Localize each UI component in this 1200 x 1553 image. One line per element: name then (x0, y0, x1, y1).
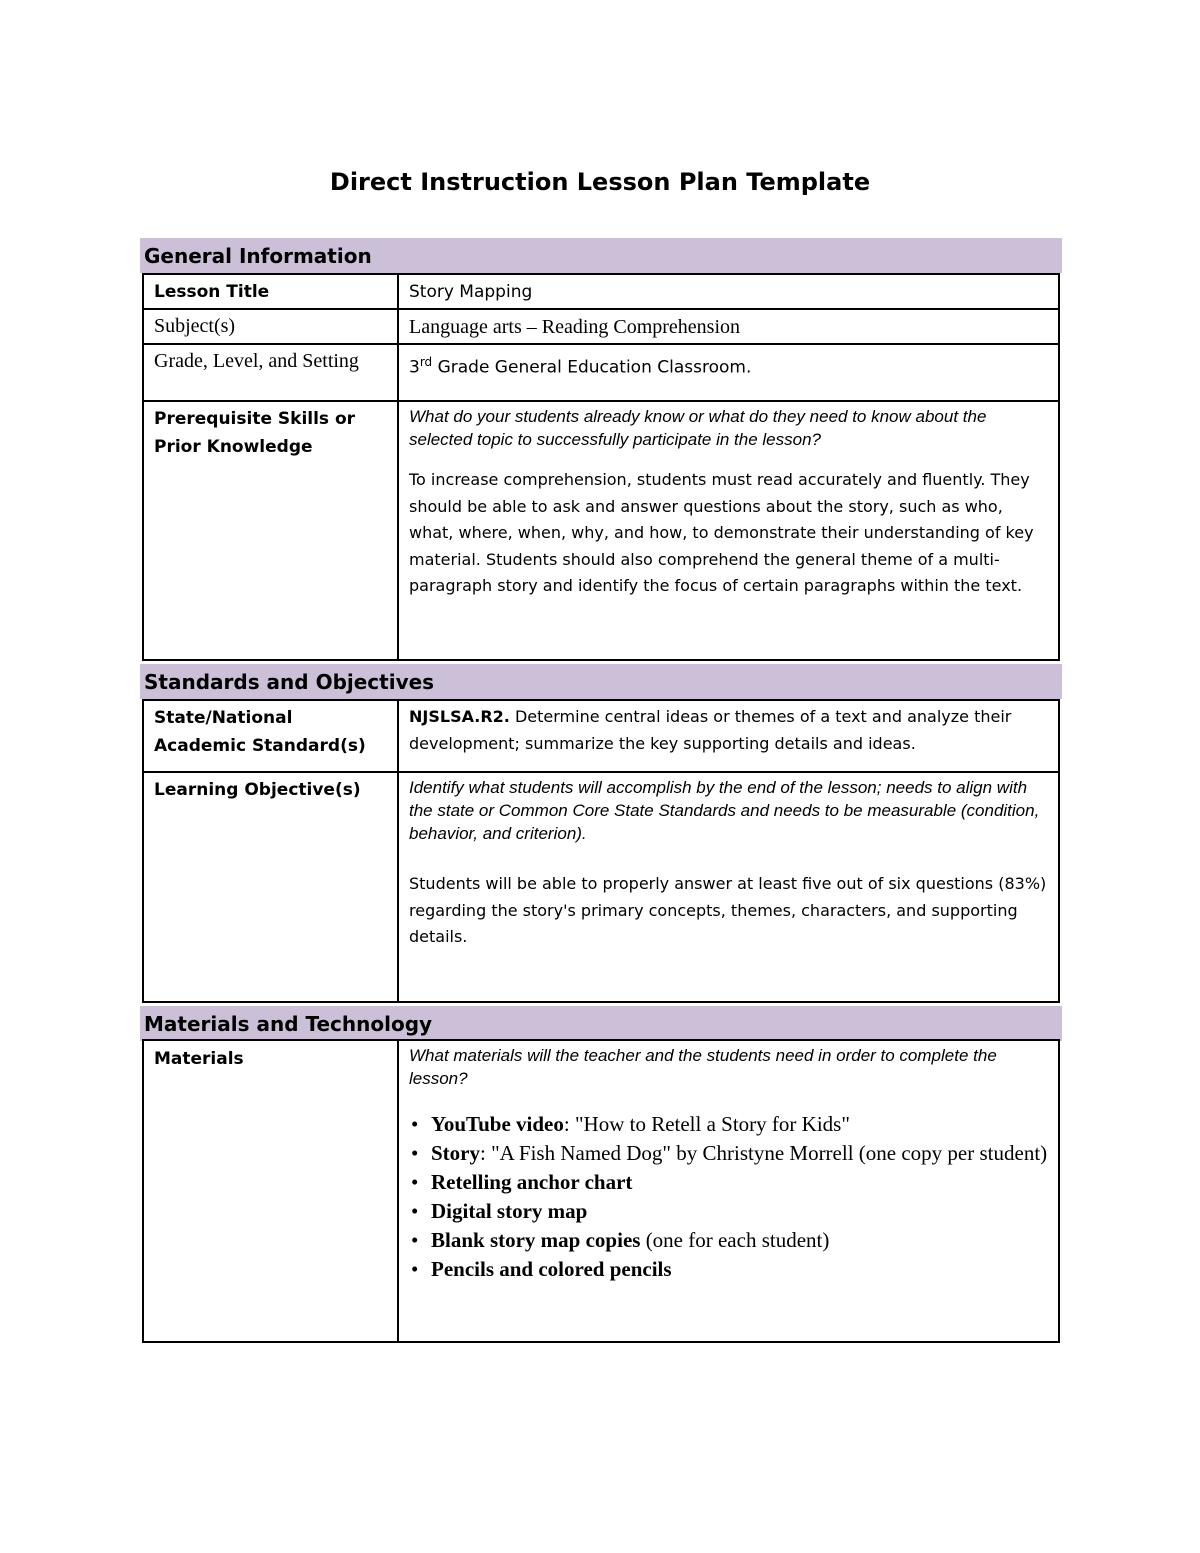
row-subject (142, 308, 1060, 345)
row-grade-level-setting (142, 343, 1060, 402)
standard-paragraph (409, 704, 1048, 757)
material-name: Retelling anchor chart (431, 1170, 633, 1194)
objective-value (399, 773, 1058, 1001)
material-detail: : "How to Retell a Story for Kids" (563, 1112, 850, 1136)
grade-rest: Grade General Education Classroom. (432, 357, 752, 378)
objective-label: Learning Objective(s) (144, 773, 399, 1001)
standard-value (399, 701, 1058, 771)
material-name: Blank story map copies (431, 1228, 641, 1252)
row-materials (142, 1039, 1060, 1343)
standard-code: NJSLSA.R2. (409, 707, 510, 726)
material-name: Digital story map (431, 1199, 588, 1223)
bullet-icon: • (411, 1170, 419, 1194)
lesson-title-label: Lesson Title (144, 275, 399, 308)
subject-value: Language arts – Reading Comprehension (409, 316, 741, 338)
materials-value (399, 1041, 1058, 1341)
grade-ordinal-suffix: rd (419, 355, 433, 369)
bullet-icon: • (411, 1257, 419, 1281)
lesson-title-value: Story Mapping (409, 282, 533, 302)
material-name: Story (431, 1141, 480, 1165)
prerequisite-text: To increase comprehension, students must read accurately and fluently. They should be able to ask and answer questions about the story, such as who, what, where, when, why, and how, to demonstrate their understanding of key material. Students should also comprehend the general theme of a multi-paragraph story and identify the focus of certain paragraphs within the text. (409, 470, 1034, 595)
materials-label: Materials (144, 1041, 399, 1341)
material-detail: (one for each student) (640, 1228, 830, 1252)
row-learning-objectives (142, 771, 1060, 1003)
standard-text: Determine central ideas or themes of a text and analyze their development; summarize the key supporting details and ideas. (409, 707, 1012, 753)
section-header-general-information: General Information (140, 238, 1062, 273)
grade-ordinal: 3 (409, 357, 420, 378)
prerequisite-prompt: What do your students already know or what do they need to know about the selected topic to successfully participate in the lesson? (409, 407, 987, 449)
row-prerequisite-skills (142, 400, 1060, 661)
section-header-materials-technology: Materials and Technology (140, 1006, 1062, 1041)
document-title: Direct Instruction Lesson Plan Template (329, 168, 871, 196)
material-name: Pencils and colored pencils (431, 1257, 672, 1281)
list-item (409, 1197, 1048, 1226)
bullet-icon: • (411, 1112, 419, 1136)
bullet-icon: • (411, 1199, 419, 1223)
bullet-icon: • (411, 1228, 419, 1252)
grade-value (399, 345, 1058, 400)
prerequisite-label: Prerequisite Skills or Prior Knowledge (144, 402, 399, 659)
material-detail: : "A Fish Named Dog" by Christyne Morrell (one copy per student) (480, 1141, 1048, 1165)
materials-prompt: What materials will the teacher and the students need in order to complete the lesson? (409, 1046, 997, 1088)
grade-label: Grade, Level, and Setting (144, 345, 399, 400)
bullet-icon: • (411, 1141, 419, 1165)
prerequisite-value (399, 402, 1058, 659)
list-item (409, 1255, 1048, 1284)
material-name: YouTube video (431, 1112, 564, 1136)
list-item (409, 1168, 1048, 1197)
objective-text: Students will be able to properly answer at least five out of six questions (83%) regarding the story's primary concepts, themes, characters, and supporting details. (409, 874, 1047, 946)
row-academic-standard (142, 699, 1060, 773)
list-item (409, 1110, 1048, 1139)
materials-list (409, 1110, 1048, 1284)
standard-label: State/National Academic Standard(s) (144, 701, 399, 771)
row-lesson-title (142, 273, 1060, 310)
objective-prompt: Identify what students will accomplish by the end of the lesson; needs to align with the state or Common Core State Standards and needs to be measurable (condition, behavior, and criterion). (409, 778, 1040, 843)
subject-label: Subject(s) (144, 310, 399, 343)
list-item (409, 1226, 1048, 1255)
list-item (409, 1139, 1048, 1168)
section-header-standards-objectives: Standards and Objectives (140, 664, 1062, 699)
